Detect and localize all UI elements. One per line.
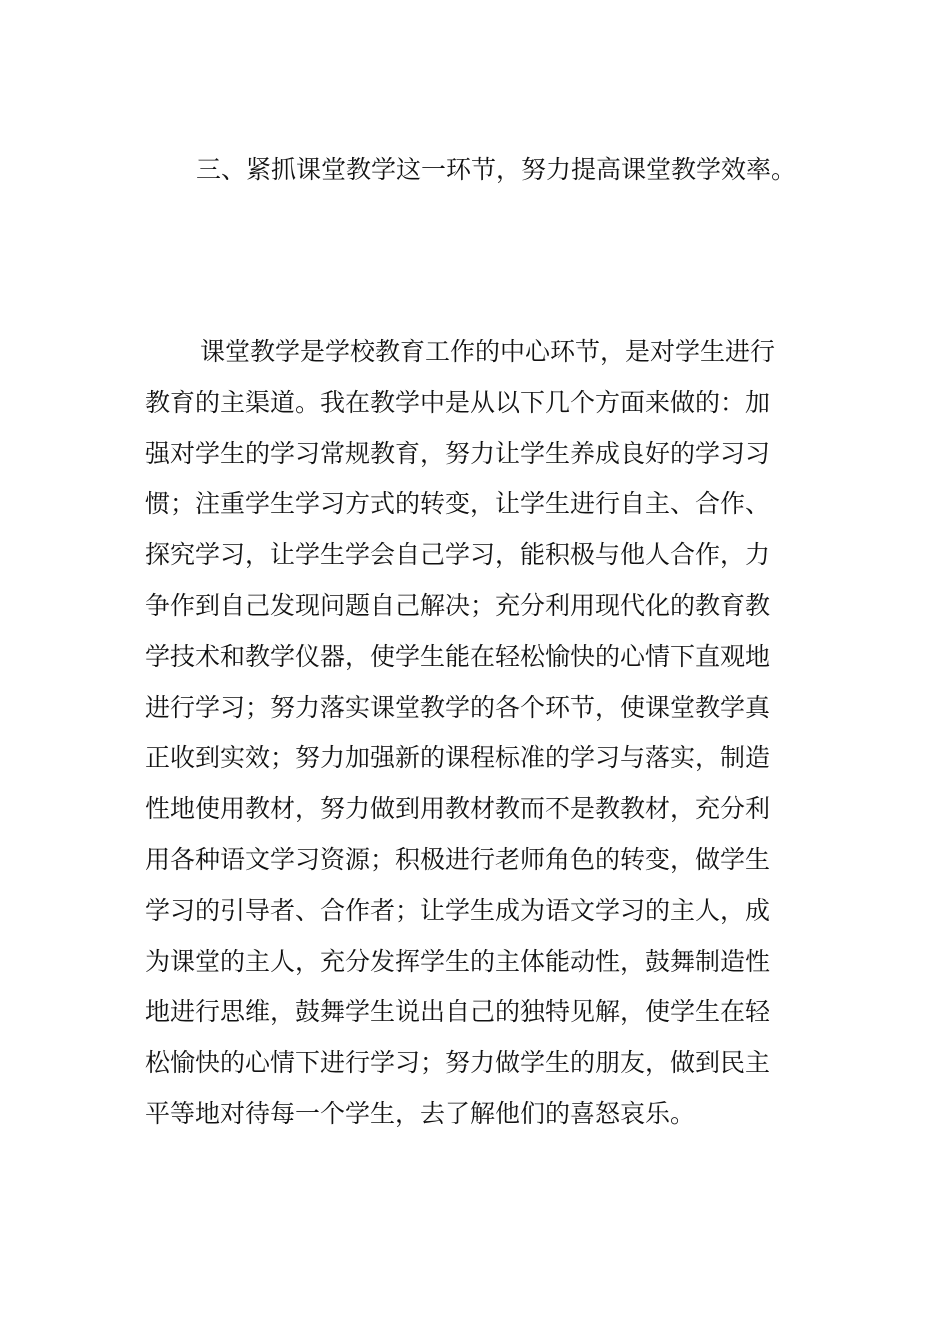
section-heading: 三、紧抓课堂教学这一环节，努力提高课堂教学效率。 bbox=[196, 155, 797, 184]
paragraph-line: 强对学生的学习常规教育，努力让学生养成良好的学习习 bbox=[145, 438, 771, 468]
paragraph-line: 平等地对待每一个学生，去了解他们的喜怒哀乐。 bbox=[145, 1098, 696, 1128]
paragraph-line: 进行学习；努力落实课堂教学的各个环节，使课堂教学真 bbox=[145, 692, 771, 722]
paragraph-line: 为课堂的主人，充分发挥学生的主体能动性，鼓舞制造性 bbox=[145, 946, 771, 976]
paragraph-line: 课堂教学是学校教育工作的中心环节，是对学生进行 bbox=[200, 337, 776, 366]
paragraph-line: 教育的主渠道。我在教学中是从以下几个方面来做的：加 bbox=[145, 387, 771, 417]
paragraph-line: 正收到实效；努力加强新的课程标准的学习与落实，制造 bbox=[145, 743, 771, 773]
paragraph-line: 学技术和教学仪器，使学生能在轻松愉快的心情下直观地 bbox=[145, 641, 771, 671]
paragraph-line: 探究学习，让学生学会自己学习，能积极与他人合作，力 bbox=[145, 540, 771, 570]
body-paragraph bbox=[145, 327, 810, 1140]
paragraph-line: 性地使用教材，努力做到用教材教而不是教教材，充分利 bbox=[145, 794, 771, 824]
paragraph-line: 争作到自己发现问题自己解决；充分利用现代化的教育教 bbox=[145, 590, 771, 620]
paragraph-line: 松愉快的心情下进行学习；努力做学生的朋友，做到民主 bbox=[145, 1048, 771, 1078]
paragraph-line: 用各种语文学习资源；积极进行老师角色的转变，做学生 bbox=[145, 844, 771, 874]
paragraph-line: 学习的引导者、合作者；让学生成为语文学习的主人，成 bbox=[145, 895, 771, 925]
paragraph-line: 惯；注重学生学习方式的转变，让学生进行自主、合作、 bbox=[145, 489, 771, 519]
paragraph-line: 地进行思维，鼓舞学生说出自己的独特见解，使学生在轻 bbox=[145, 997, 771, 1027]
